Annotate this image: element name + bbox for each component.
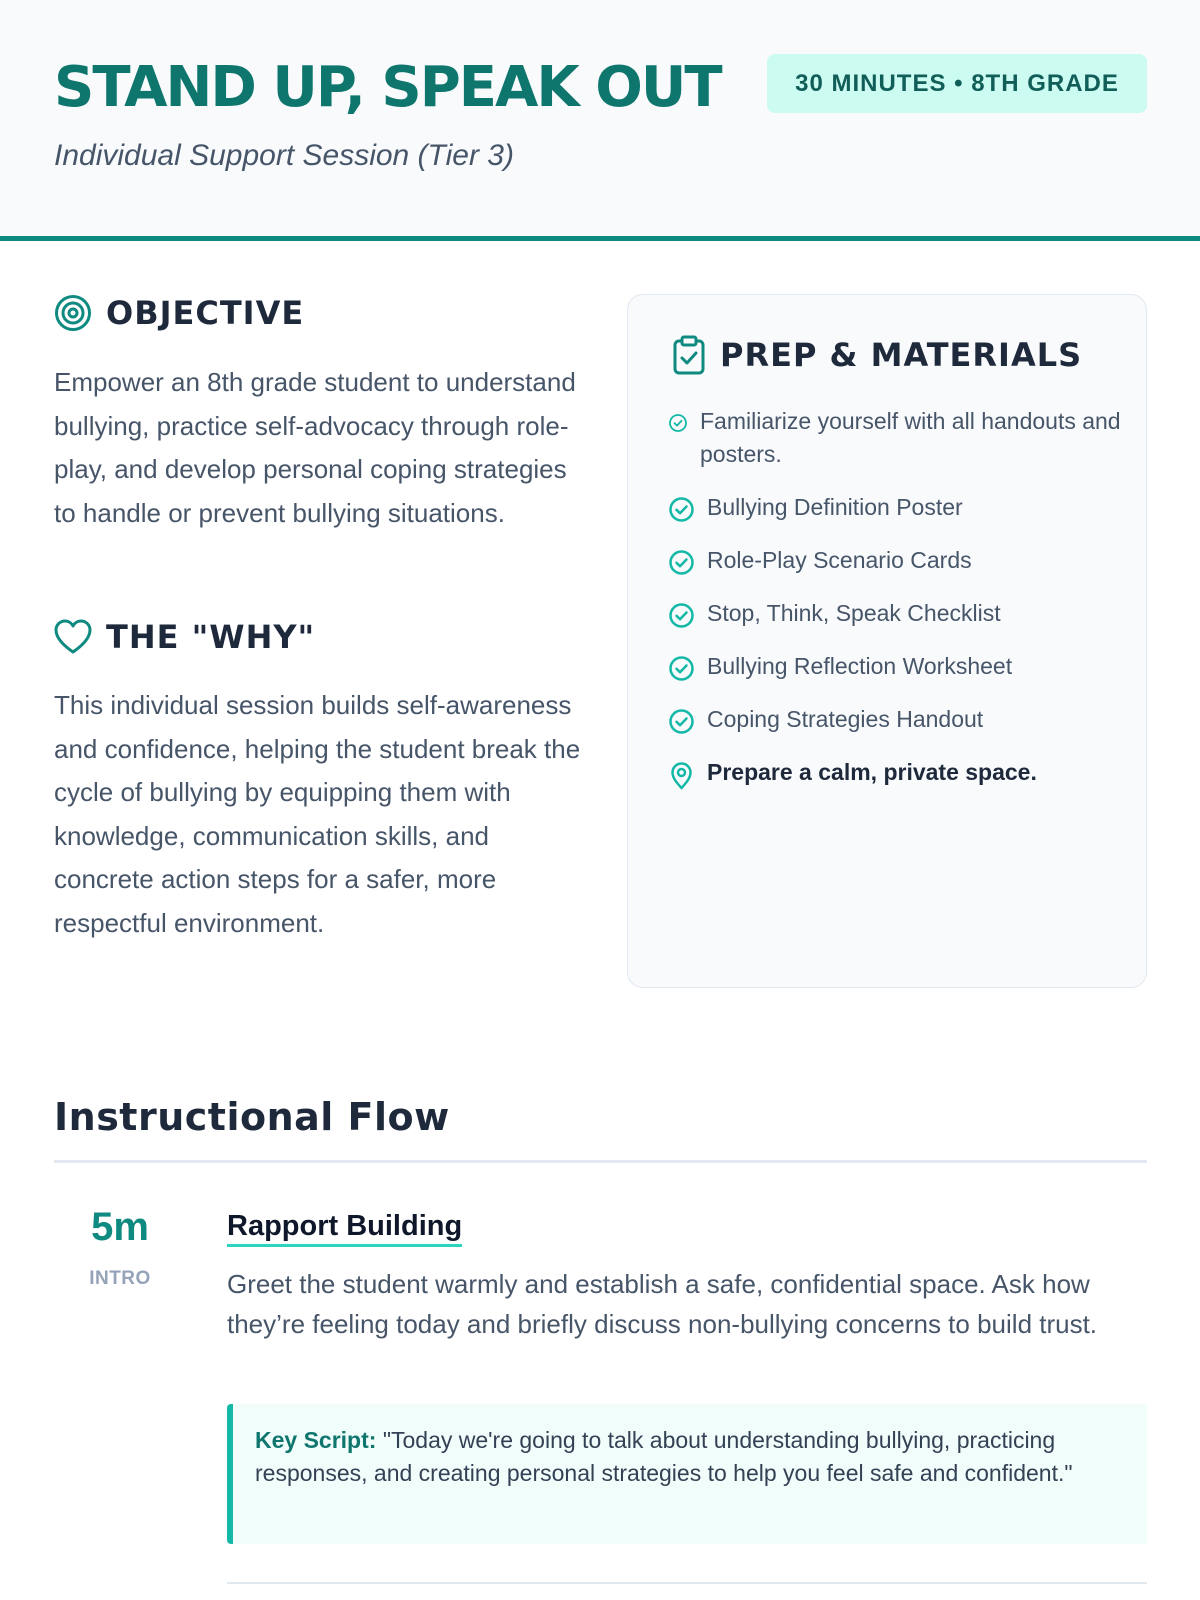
objective-text: Empower an 8th grade student to understand bullying, practice self-advocacy through role-play, and develop personal coping strategies to handle or prevent bullying situations. xyxy=(54,367,576,528)
page-subtitle: Individual Support Session (Tier 3) xyxy=(54,139,514,172)
list-item: Bullying Definition Poster xyxy=(668,491,1128,524)
divider xyxy=(227,1582,1147,1584)
key-script-label: Key Script: xyxy=(255,1427,377,1453)
list-item: Bullying Reflection Worksheet xyxy=(668,650,1128,683)
objective-heading xyxy=(54,294,304,332)
step-description: Greet the student warmly and establish a safe, confidential space. Ask how they’re feeling today and briefly discuss non-bullying concerns to build trust. xyxy=(227,1269,1098,1339)
check-circle-icon xyxy=(668,602,695,629)
list-item: Stop, Think, Speak Checklist xyxy=(668,597,1128,630)
key-script-box xyxy=(227,1404,1147,1544)
key-script-text: "Today we're going to talk about understanding bullying, practicing responses, and creating personal strategies to help you feel safe and confident." xyxy=(255,1427,1073,1486)
why-title: THE "WHY" xyxy=(106,618,316,656)
page-title: STAND UP, SPEAK OUT xyxy=(54,55,721,120)
list-item: Role-Play Scenario Cards xyxy=(668,544,1128,577)
heart-icon xyxy=(54,619,92,655)
prep-heading xyxy=(672,335,1082,375)
check-circle-icon xyxy=(668,708,695,735)
check-circle-icon xyxy=(668,496,695,523)
materials-list xyxy=(668,405,1128,810)
check-circle-icon xyxy=(668,410,688,433)
prep-title: PREP & MATERIALS xyxy=(720,336,1083,374)
location-pin-icon xyxy=(668,761,695,790)
duration-grade-badge: 30 MINUTES • 8TH GRADE xyxy=(767,54,1147,113)
clipboard-check-icon xyxy=(672,335,706,375)
check-circle-icon xyxy=(668,655,695,682)
check-circle-icon xyxy=(668,549,695,576)
divider xyxy=(54,1160,1147,1163)
page-header xyxy=(0,0,1200,241)
step-phase: INTRO xyxy=(89,1268,151,1289)
list-item: Prepare a calm, private space. xyxy=(668,756,1128,790)
list-item: Familiarize yourself with all handouts and posters. xyxy=(668,405,1128,471)
step-title: Rapport Building xyxy=(227,1208,462,1247)
objective-title: OBJECTIVE xyxy=(106,294,305,332)
why-heading xyxy=(54,618,315,656)
step-duration: 5m xyxy=(91,1205,149,1249)
list-item: Coping Strategies Handout xyxy=(668,703,1128,736)
flow-title: Instructional Flow xyxy=(54,1095,450,1139)
prep-materials-card xyxy=(627,294,1147,988)
target-icon xyxy=(54,294,92,332)
why-text: This individual session builds self-awareness and confidence, helping the student break the cycle of bullying by equipping them with knowledge, communication skills, and concrete action steps for a safer, more respectful environment. xyxy=(54,690,581,938)
